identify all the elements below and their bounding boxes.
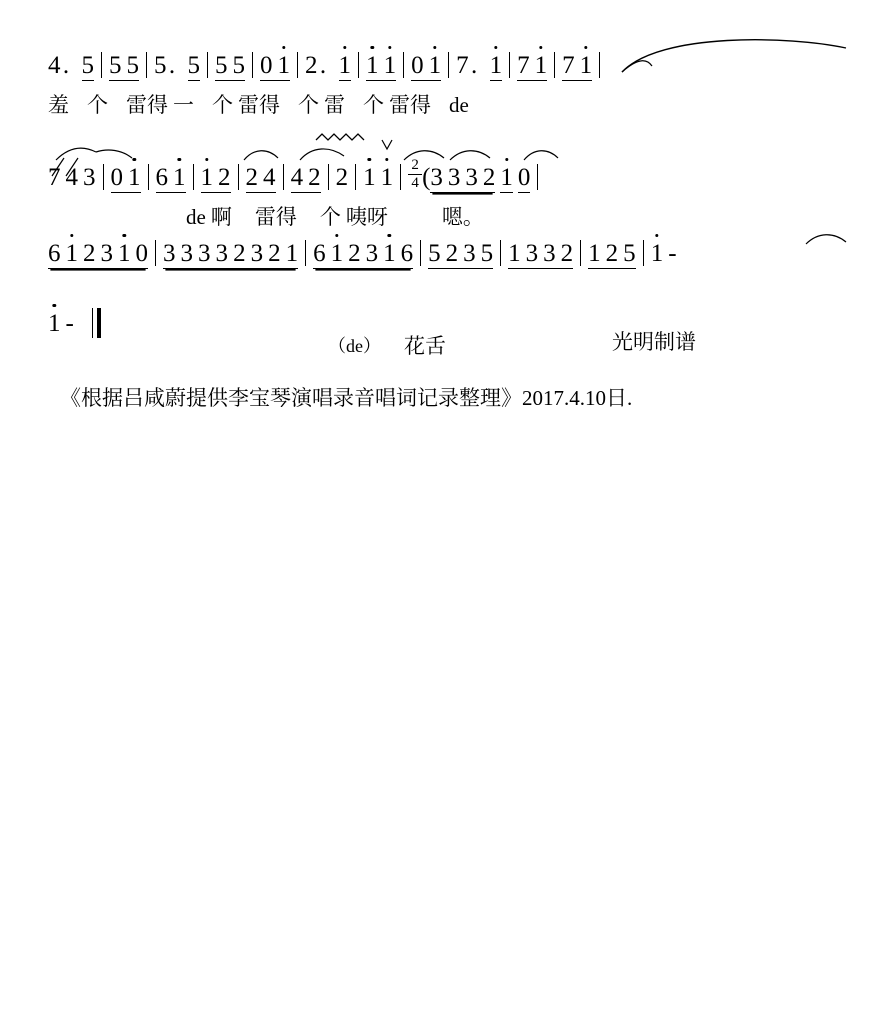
note-group: 3 3 3 3 2 3 2 1: [163, 240, 299, 267]
repeat-paren: (: [422, 164, 431, 191]
note-high-octave: 1: [48, 310, 61, 337]
score-line-3-notes: [48, 240, 848, 269]
barline: [448, 52, 449, 78]
lyric-syllable: de: [186, 205, 206, 229]
barline: [252, 52, 253, 78]
note-high-octave: 1: [277, 52, 291, 79]
lyric-syllable: 嗯。: [441, 205, 484, 229]
barline: [103, 164, 104, 190]
note-group: 5 5: [215, 52, 246, 79]
note-group: 6 1 2 3 1 0: [48, 240, 149, 267]
score-line-3: [48, 240, 848, 269]
note-high-octave: 1: [366, 52, 379, 79]
note-group: 6 1: [155, 164, 186, 191]
score-line-4: [48, 308, 848, 338]
lyric-syllable: 个: [363, 93, 384, 117]
barline: [554, 52, 555, 78]
barline: [500, 240, 501, 266]
note: 4: [65, 164, 78, 191]
note-high-octave: 1: [428, 52, 442, 79]
note-high-octave: 1: [534, 52, 548, 79]
note-group: 7 1: [562, 52, 593, 79]
note-group: 5 5: [109, 52, 140, 79]
augmentation-dot: .: [319, 52, 327, 79]
barline: [238, 164, 239, 190]
barline: [580, 240, 581, 266]
barline: [207, 52, 208, 78]
note-high-octave: 1: [363, 164, 376, 191]
barline: [599, 52, 600, 78]
note-high-octave: 1: [118, 240, 131, 267]
augmentation-dot: .: [470, 52, 478, 79]
note-high-octave: 1: [650, 240, 664, 267]
lyric-syllable: 个: [212, 93, 233, 117]
note-high-octave: 1: [383, 240, 396, 267]
note: 3: [83, 164, 96, 191]
note-high-octave: 1: [173, 164, 186, 191]
note: 0: [517, 164, 531, 191]
lyric-syllable: 雷: [324, 93, 345, 117]
barline: [328, 164, 329, 190]
barline: [155, 240, 156, 266]
score-line-1-notes: [48, 52, 848, 81]
note-group: 1 2 5: [588, 240, 636, 267]
trill-wave-icon: [316, 134, 364, 140]
barline: [403, 52, 404, 78]
note-group: 4 2: [290, 164, 321, 191]
lyric-syllable: 雷得: [254, 205, 297, 229]
note: 2: [335, 164, 349, 191]
note-high-octave: 1: [200, 164, 214, 191]
note-high-octave: 1: [128, 164, 141, 191]
score-line-1: [48, 52, 848, 116]
barline: [400, 164, 401, 190]
final-barline: [92, 308, 104, 338]
note: 7: [48, 164, 61, 191]
score-line-1-lyrics: [48, 95, 848, 116]
lyric-syllable: 羞: [48, 93, 69, 117]
breath-mark-icon: [382, 140, 392, 149]
lyric-syllable: 雷得: [126, 93, 168, 117]
barline: [193, 164, 194, 190]
note-group: 6 1 2 3 1 6: [313, 240, 414, 267]
score-line-2-notes: [48, 158, 848, 193]
note-group: 1 3 3 2: [508, 240, 574, 267]
note: 7: [456, 52, 469, 79]
note: 5: [81, 52, 94, 79]
note-high-octave: 1: [330, 240, 344, 267]
note-high-octave: 1: [65, 240, 79, 267]
barline: [283, 164, 284, 190]
annotation-flower-tongue: 花舌: [404, 334, 446, 358]
score-line-2: [48, 158, 848, 228]
note-group: 0 1: [110, 164, 141, 191]
slur-line2-b: [96, 150, 132, 158]
arranger-credit: 光明制谱: [612, 330, 696, 354]
barline: [420, 240, 421, 266]
lyric-syllable: 个: [298, 93, 319, 117]
lyric-syllable: de: [449, 93, 469, 117]
lyric-syllable: 雷得: [389, 93, 431, 117]
barline: [537, 164, 538, 190]
note-high-octave: 1: [338, 52, 352, 79]
note: 4: [48, 52, 61, 79]
note-group: 0 1: [260, 52, 291, 79]
note-group: [366, 53, 396, 81]
barline: [643, 240, 644, 266]
annotation-de: （de）: [328, 336, 381, 356]
note-group: 0 1: [411, 52, 442, 79]
time-signature: $\frac{2}{4}$: [408, 158, 422, 191]
note-high-octave: 1: [383, 52, 397, 79]
note-group: 7 1: [517, 52, 548, 79]
sustain-dash: -: [65, 310, 74, 337]
note-high-octave: 1: [500, 164, 513, 191]
barline: [305, 240, 306, 266]
barline: [355, 164, 356, 190]
lyric-syllable: 一: [173, 93, 194, 117]
note-high-octave: 1: [579, 52, 593, 79]
note-group: 5 2 3 5: [428, 240, 494, 267]
note-high-octave: 1: [489, 52, 503, 79]
barline: [146, 52, 147, 78]
barline: [509, 52, 510, 78]
note-group: 3 3 3 2: [430, 164, 496, 191]
barline: [358, 52, 359, 78]
note-group: 1 2: [200, 164, 231, 191]
barline: [101, 52, 102, 78]
lyric-syllable: 个: [87, 93, 108, 117]
sustain-dash: -: [668, 240, 677, 267]
source-note: 《根据吕咸蔚提供李宝琴演唱录音唱词记录整理》2017.4.10日.: [60, 386, 633, 410]
score-line-4-notes: [48, 308, 848, 338]
note-group: 2 4: [245, 164, 276, 191]
lyric-syllable: 咦呀: [345, 205, 388, 229]
lyric-syllable: 个: [319, 205, 341, 229]
lyric-syllable: 啊: [210, 205, 232, 229]
barline: [148, 164, 149, 190]
lyric-syllable: 雷得: [238, 93, 280, 117]
augmentation-dot: .: [62, 52, 70, 79]
note-high-octave: 1: [380, 164, 394, 191]
note: 5: [154, 52, 167, 79]
note: 5: [187, 52, 201, 79]
barline: [297, 52, 298, 78]
score-line-2-lyrics: [48, 207, 848, 228]
augmentation-dot: .: [168, 52, 176, 79]
note: 2: [305, 52, 318, 79]
